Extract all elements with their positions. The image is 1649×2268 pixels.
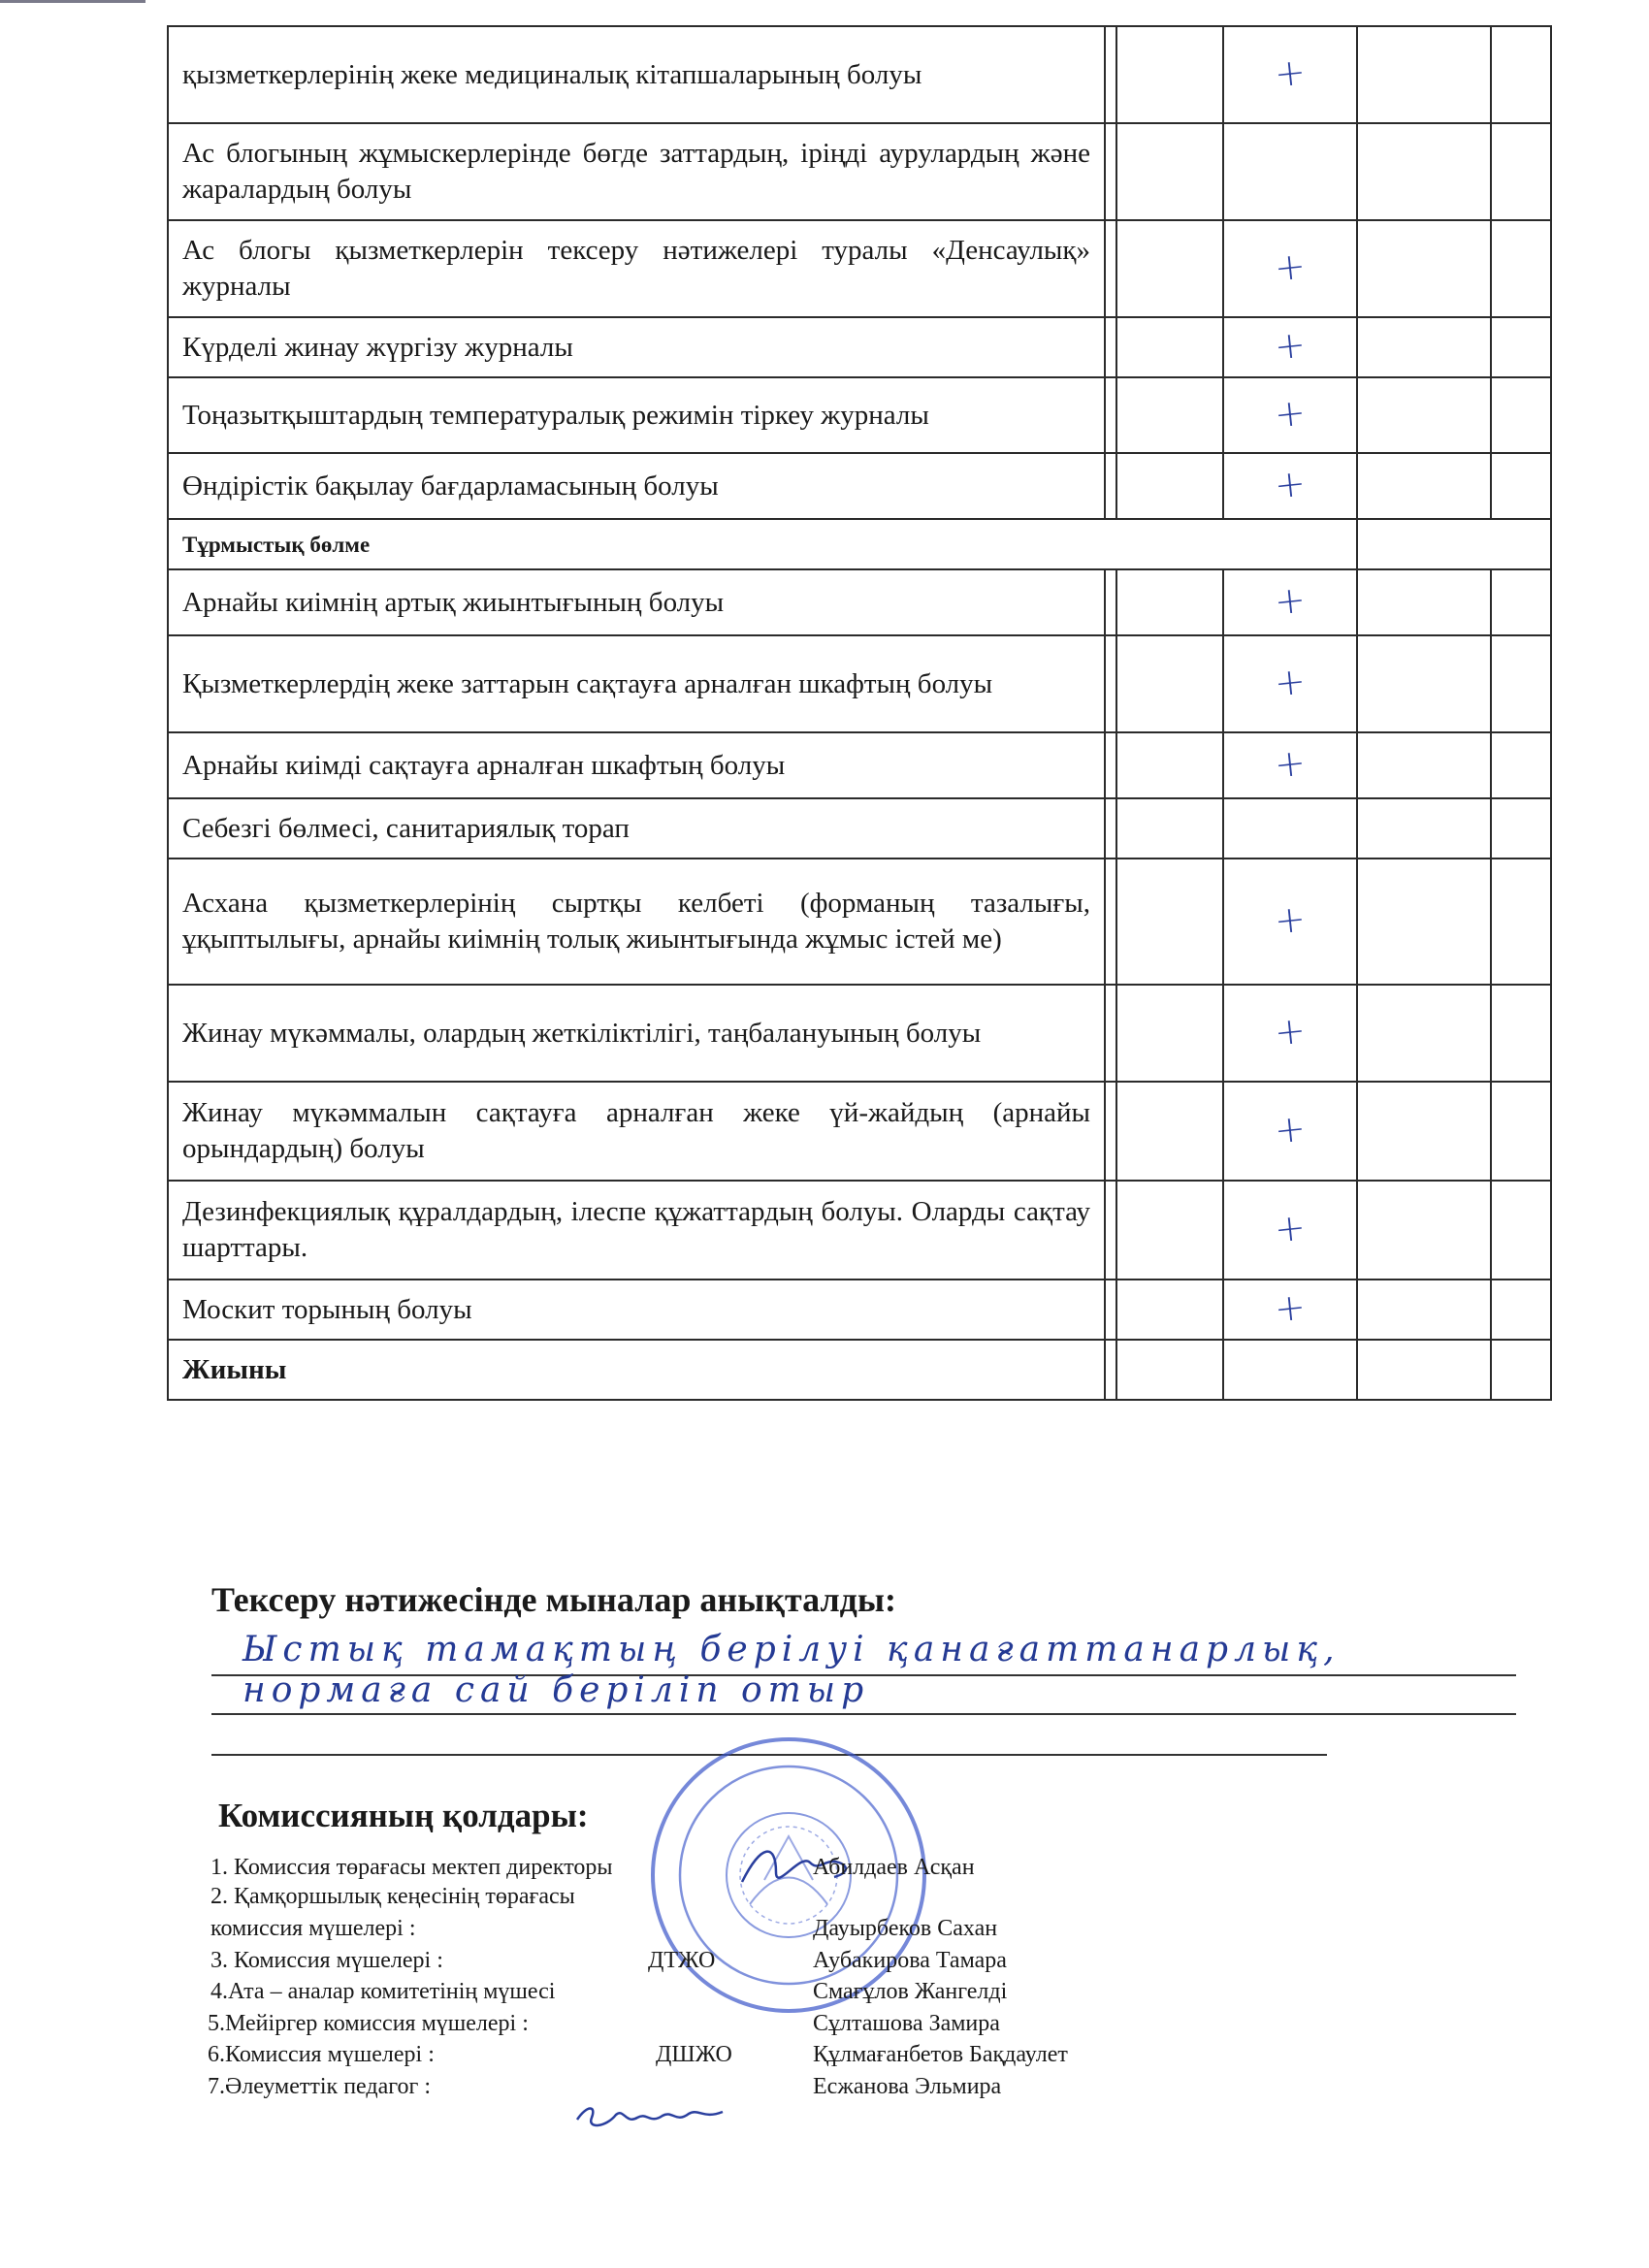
criterion-cell: Ас блогының жұмыскерлерінде бөгде заттардың, іріңді аурулардың және жаралардың болуы — [168, 123, 1105, 220]
criterion-cell: Ас блогы қызметкерлерін тексеру нәтижелері туралы «Денсаулық» журналы — [168, 220, 1105, 317]
check-mark-cell — [1223, 1082, 1357, 1181]
empty-cell — [1116, 985, 1223, 1082]
empty-cell — [1491, 985, 1551, 1082]
plus-mark: + — [1272, 1283, 1309, 1331]
plus-mark: + — [1272, 895, 1309, 943]
empty-cell — [1105, 220, 1116, 317]
plus-mark: + — [1272, 49, 1309, 96]
scan-edge-line — [0, 0, 146, 3]
member-name: Смағұлов Жангелді — [813, 1979, 1008, 2004]
member-role: 1. Комиссия төрағасы мектеп директоры — [210, 1855, 613, 1880]
empty-cell — [1357, 985, 1491, 1082]
check-mark-cell — [1223, 377, 1357, 453]
member-name: Сұлташова Замира — [813, 2011, 1000, 2036]
inspection-table — [167, 25, 1552, 1401]
plus-mark: + — [1272, 1007, 1309, 1054]
plus-mark: + — [1272, 243, 1309, 290]
empty-cell — [1357, 519, 1551, 569]
member-name: Құлмағанбетов Бақдаулет — [813, 2042, 1068, 2067]
table-row — [168, 220, 1551, 317]
table-row — [168, 377, 1551, 453]
empty-cell — [1357, 732, 1491, 798]
empty-cell — [1491, 123, 1551, 220]
plus-mark: + — [1272, 460, 1309, 507]
check-mark-cell — [1223, 453, 1357, 519]
criterion-cell: Жинау мүкәммалын сақтауға арналған жеке үй-жайдың (арнайы орындардың) болуы — [168, 1082, 1105, 1181]
check-mark-cell — [1223, 569, 1357, 635]
empty-cell — [1223, 123, 1357, 220]
empty-cell — [1105, 1280, 1116, 1340]
total-row — [168, 1340, 1551, 1400]
empty-cell — [1105, 569, 1116, 635]
findings-handwriting-2: нормаға сай беріліп отыр — [242, 1670, 870, 1710]
empty-cell — [1491, 317, 1551, 377]
empty-cell — [1116, 732, 1223, 798]
check-mark-cell — [1223, 1280, 1357, 1340]
member-name: Абилдаев Асқан — [813, 1855, 975, 1880]
member-role: 5.Мейіргер комиссия мүшелері : — [208, 2011, 529, 2036]
empty-cell — [1357, 317, 1491, 377]
empty-cell — [1105, 1181, 1116, 1280]
empty-cell — [1491, 453, 1551, 519]
member-role: 7.Әлеуметтік педагог : — [208, 2074, 431, 2099]
member-role: 6.Комиссия мүшелері : — [208, 2042, 435, 2067]
criterion-cell: Москит торының болуы — [168, 1280, 1105, 1340]
empty-cell — [1105, 859, 1116, 985]
empty-cell — [1105, 1082, 1116, 1181]
table-row — [168, 317, 1551, 377]
plus-mark: + — [1272, 321, 1309, 369]
findings-title: Тексеру нәтижесінде мыналар анықталды: — [211, 1580, 896, 1619]
empty-cell — [1105, 732, 1116, 798]
empty-cell — [1105, 1340, 1116, 1400]
criterion-cell: Жинау мүкәммалы, олардың жеткіліктілігі, таңбалануының болуы — [168, 985, 1105, 1082]
empty-cell — [1116, 798, 1223, 859]
criterion-cell: Тұрмыстық бөлме — [168, 519, 1357, 569]
empty-cell — [1491, 377, 1551, 453]
member-role: 4.Ата – аналар комитетінің мүшесі — [210, 1979, 556, 2004]
criterion-cell: Тоңазытқыштардың температуралық режимін тіркеу журналы — [168, 377, 1105, 453]
empty-cell — [1491, 220, 1551, 317]
commission-title: Комиссияның қолдары: — [218, 1797, 589, 1834]
criterion-cell: Қызметкерлердің жеке заттарын сақтауға арналған шкафтың болуы — [168, 635, 1105, 732]
plus-mark: + — [1272, 576, 1309, 624]
table-row — [168, 453, 1551, 519]
table-row — [168, 798, 1551, 859]
empty-cell — [1116, 1181, 1223, 1280]
plus-mark: + — [1272, 1105, 1309, 1152]
empty-cell — [1223, 798, 1357, 859]
empty-cell — [1357, 569, 1491, 635]
check-mark-cell — [1223, 220, 1357, 317]
empty-cell — [1491, 1181, 1551, 1280]
table-row — [168, 985, 1551, 1082]
table-row — [168, 26, 1551, 123]
empty-cell — [1357, 1340, 1491, 1400]
empty-cell — [1105, 798, 1116, 859]
member-name: Дауырбеков Сахан — [813, 1916, 998, 1941]
empty-cell — [1116, 377, 1223, 453]
empty-cell — [1223, 1340, 1357, 1400]
table-row — [168, 859, 1551, 985]
check-mark-cell — [1223, 985, 1357, 1082]
empty-cell — [1105, 453, 1116, 519]
criterion-cell: Арнайы киімнің артық жиынтығының болуы — [168, 569, 1105, 635]
empty-cell — [1116, 1280, 1223, 1340]
empty-cell — [1491, 26, 1551, 123]
check-mark-cell — [1223, 1181, 1357, 1280]
empty-cell — [1491, 798, 1551, 859]
member-name: Есжанова Эльмира — [813, 2074, 1002, 2099]
member-name: Аубакирова Тамара — [813, 1948, 1007, 1973]
empty-cell — [1116, 317, 1223, 377]
empty-cell — [1116, 569, 1223, 635]
empty-cell — [1116, 220, 1223, 317]
pedagogue-signature — [567, 2090, 732, 2139]
empty-cell — [1357, 635, 1491, 732]
empty-cell — [1491, 1340, 1551, 1400]
check-mark-cell — [1223, 859, 1357, 985]
empty-cell — [1105, 26, 1116, 123]
criterion-cell: Себезгі бөлмесі, санитариялық торап — [168, 798, 1105, 859]
member-role: комиссия мүшелері : — [210, 1916, 416, 1941]
criterion-cell: Дезинфекциялық құралдардың, ілеспе құжаттардың болуы. Оларды сақтау шарттары. — [168, 1181, 1105, 1280]
check-mark-cell — [1223, 635, 1357, 732]
member-role: 3. Комиссия мүшелері : — [210, 1948, 443, 1973]
check-mark-cell — [1223, 732, 1357, 798]
table-row — [168, 732, 1551, 798]
plus-mark: + — [1272, 1204, 1309, 1251]
empty-cell — [1491, 859, 1551, 985]
empty-cell — [1491, 1082, 1551, 1181]
empty-cell — [1116, 1340, 1223, 1400]
empty-cell — [1105, 377, 1116, 453]
member-organization: ДТЖО — [648, 1948, 716, 1973]
empty-cell — [1116, 635, 1223, 732]
check-mark-cell — [1223, 317, 1357, 377]
plus-mark: + — [1272, 389, 1309, 437]
table-row — [168, 1280, 1551, 1340]
empty-cell — [1357, 859, 1491, 985]
table-row — [168, 569, 1551, 635]
empty-cell — [1105, 635, 1116, 732]
member-organization: ДШЖО — [656, 2042, 732, 2067]
plus-mark: + — [1272, 739, 1309, 787]
empty-cell — [1357, 26, 1491, 123]
criterion-cell: Жиыны — [168, 1340, 1105, 1400]
empty-cell — [1116, 859, 1223, 985]
empty-cell — [1105, 985, 1116, 1082]
criterion-cell: Арнайы киімді сақтауға арналған шкафтың болуы — [168, 732, 1105, 798]
empty-cell — [1357, 798, 1491, 859]
empty-cell — [1491, 569, 1551, 635]
empty-cell — [1357, 1181, 1491, 1280]
empty-cell — [1491, 635, 1551, 732]
empty-cell — [1491, 732, 1551, 798]
empty-cell — [1357, 1280, 1491, 1340]
plus-mark: + — [1272, 658, 1309, 705]
empty-cell — [1116, 1082, 1223, 1181]
empty-cell — [1491, 1280, 1551, 1340]
empty-cell — [1116, 123, 1223, 220]
table-row — [168, 123, 1551, 220]
table-row — [168, 1082, 1551, 1181]
empty-cell — [1105, 317, 1116, 377]
empty-cell — [1105, 123, 1116, 220]
empty-cell — [1357, 220, 1491, 317]
check-mark-cell — [1223, 26, 1357, 123]
section-row — [168, 519, 1551, 569]
table-row — [168, 635, 1551, 732]
table-row — [168, 1181, 1551, 1280]
empty-cell — [1357, 1082, 1491, 1181]
empty-cell — [1116, 26, 1223, 123]
empty-cell — [1357, 377, 1491, 453]
criterion-cell: қызметкерлерінің жеке медициналық кітапшаларының болуы — [168, 26, 1105, 123]
criterion-cell: Өндірістік бақылау бағдарламасының болуы — [168, 453, 1105, 519]
member-role: 2. Қамқоршылық кеңесінің төрағасы — [210, 1884, 575, 1909]
empty-cell — [1357, 123, 1491, 220]
empty-cell — [1116, 453, 1223, 519]
criterion-cell: Күрделі жинау жүргізу журналы — [168, 317, 1105, 377]
empty-cell — [1357, 453, 1491, 519]
findings-handwriting-1: Ыстық тамақтың берілуі қанағаттанарлық, — [242, 1630, 1341, 1669]
criterion-cell: Асхана қызметкерлерінің сыртқы келбеті (форманың тазалығы, ұқыптылығы, арнайы киімнің толық жиынтығында жұмыс істей ме) — [168, 859, 1105, 985]
